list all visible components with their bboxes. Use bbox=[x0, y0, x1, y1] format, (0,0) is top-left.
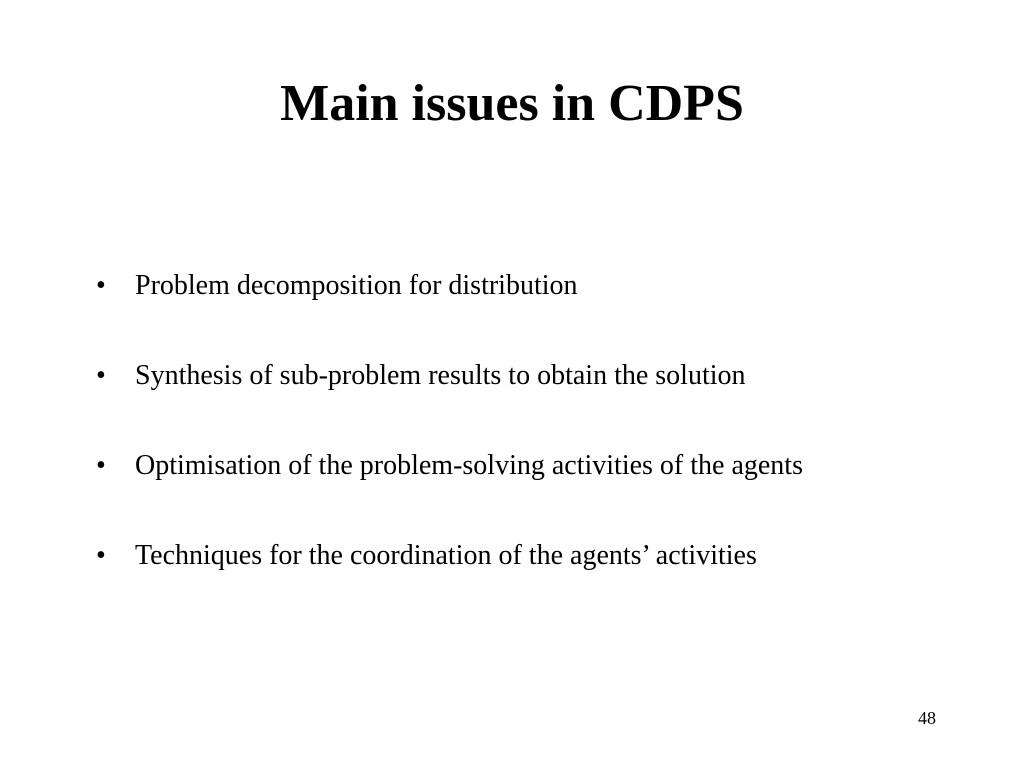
bullet-icon: • bbox=[96, 270, 106, 301]
bullet-list bbox=[96, 266, 996, 626]
bullet-icon: • bbox=[96, 360, 106, 391]
bullet-item bbox=[96, 536, 996, 626]
bullet-item bbox=[96, 266, 996, 356]
bullet-text: Synthesis of sub-problem results to obtain the solution bbox=[135, 360, 746, 391]
slide-number: 48 bbox=[918, 708, 936, 728]
bullet-text: Problem decomposition for distribution bbox=[135, 270, 578, 301]
bullet-item bbox=[96, 446, 996, 536]
bullet-icon: • bbox=[96, 540, 106, 571]
bullet-item bbox=[96, 356, 996, 446]
bullet-icon: • bbox=[96, 450, 106, 481]
bullet-text: Optimisation of the problem-solving activities of the agents bbox=[135, 450, 803, 481]
slide-title: Main issues in CDPS bbox=[280, 75, 744, 132]
bullet-text: Techniques for the coordination of the agents’ activities bbox=[135, 540, 757, 571]
